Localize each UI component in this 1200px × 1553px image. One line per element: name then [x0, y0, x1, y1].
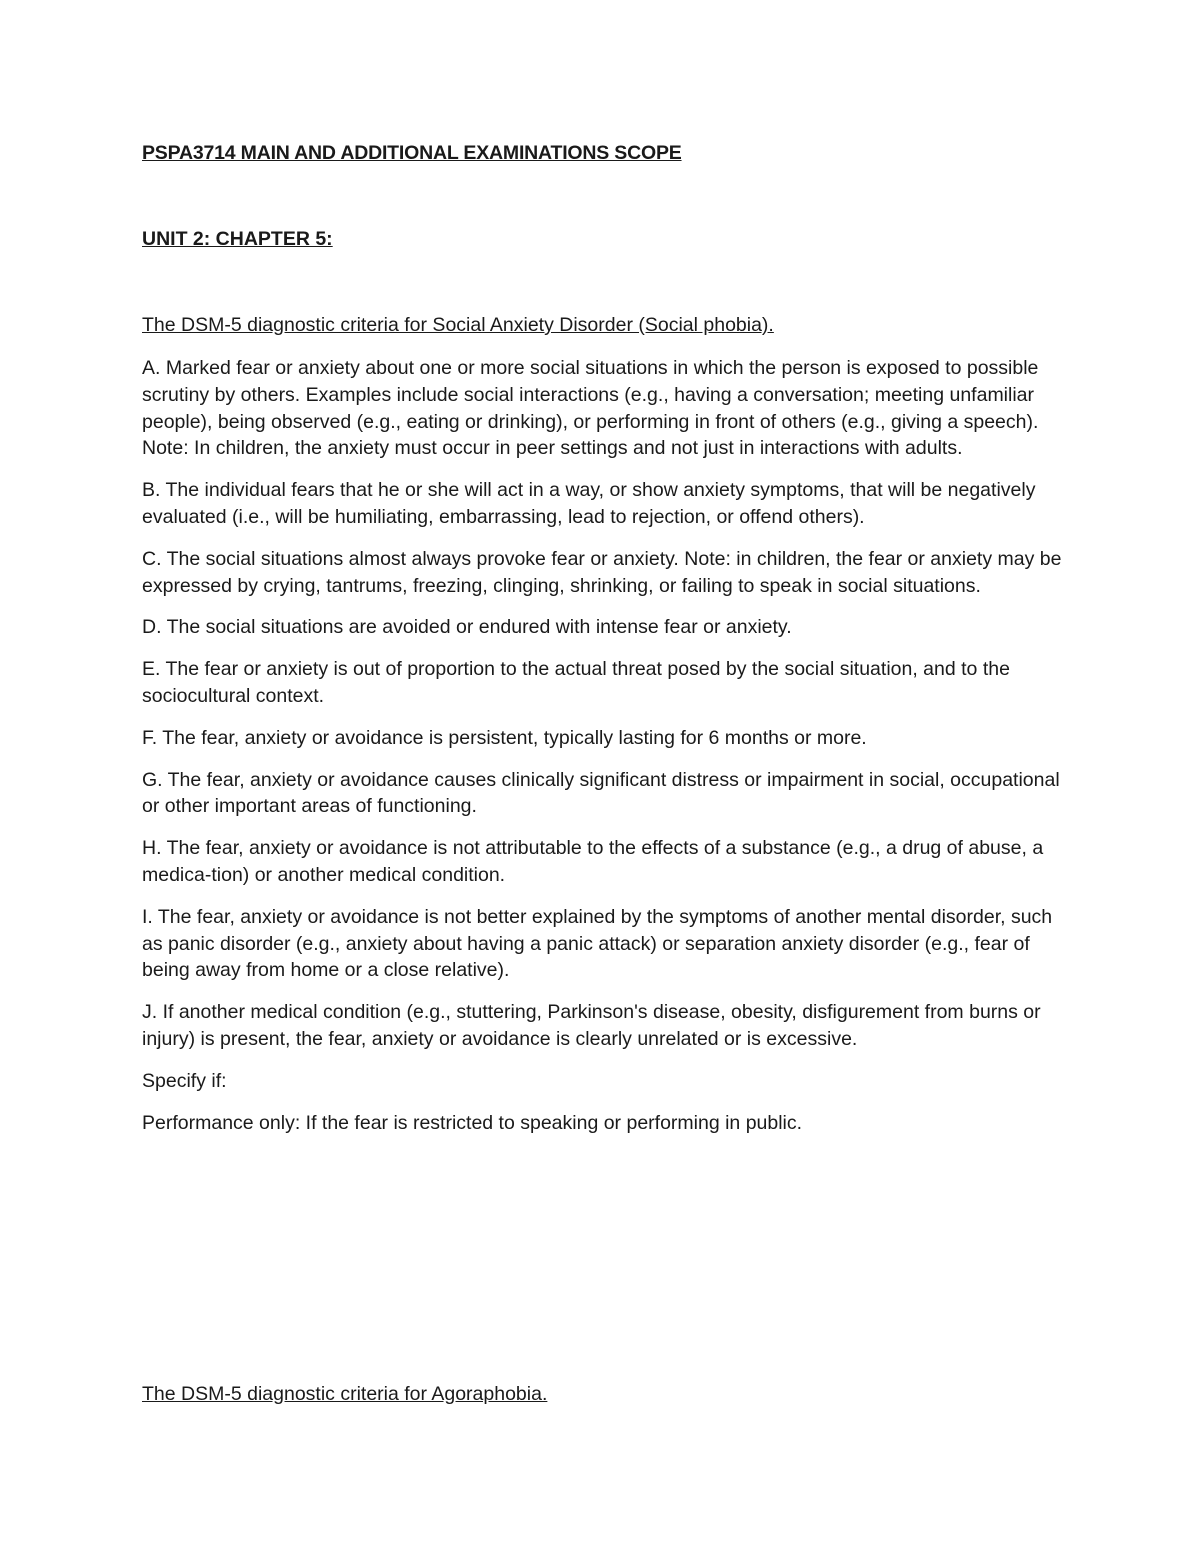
- criterion-i: I. The fear, anxiety or avoidance is not better explained by the symptoms of another mental disorder, such as panic disorder (e.g., anxiety about having a panic attack) or separation anxiety disorder (e.g., fear of being away from home or a close relative).: [142, 905, 1053, 982]
- criterion-h: H. The fear, anxiety or avoidance is not attributable to the effects of a substance (e.g., a drug of abuse, a medica-tion) or another medical condition.: [142, 837, 1044, 886]
- criteria-list: [142, 355, 1072, 1151]
- criterion-a: A. Marked fear or anxiety about one or more social situations in which the person is exposed to possible scrutiny by others. Examples include social interactions (e.g., having a conversation; meeting unfamiliar people), being observed (e.g., eating or drinking), or performing in front of others (e.g., giving a speech). Note: In children, the anxiety must occur in peer settings and not just in interactions with adults.: [142, 357, 1039, 460]
- criterion-c: C. The social situations almost always provoke fear or anxiety. Note: in children, the fear or anxiety may be expressed by crying, tantrums, freezing, clinging, shrinking, or failing to speak in social situations.: [142, 547, 1062, 597]
- unit-heading: UNIT 2: CHAPTER 5:: [142, 228, 333, 250]
- specify-label: Specify if:: [142, 1069, 227, 1092]
- section-heading-social-anxiety: The DSM-5 diagnostic criteria for Social Anxiety Disorder (Social phobia).: [142, 314, 774, 336]
- section-heading-agoraphobia: The DSM-5 diagnostic criteria for Agoraphobia.: [142, 1383, 548, 1405]
- criterion-b: B. The individual fears that he or she will act in a way, or show anxiety symptoms, that will be negatively evaluated (i.e., will be humiliating, embarrassing, lead to rejection, or offend others).: [142, 479, 1036, 528]
- criterion-j: J. If another medical condition (e.g., stuttering, Parkinson's disease, obesity, disfigurement from burns or injury) is present, the fear, anxiety or avoidance is clearly unrelated or is excessive.: [142, 1001, 1041, 1050]
- document-title: PSPA3714 MAIN AND ADDITIONAL EXAMINATIONS SCOPE: [142, 142, 682, 164]
- criterion-e: E. The fear or anxiety is out of proportion to the actual threat posed by the social situation, and to the sociocultural context.: [142, 658, 1010, 707]
- performance-only-specifier: Performance only: If the fear is restricted to speaking or performing in public.: [142, 1111, 803, 1134]
- criterion-f: F. The fear, anxiety or avoidance is persistent, typically lasting for 6 months or more.: [142, 726, 867, 749]
- criterion-d: D. The social situations are avoided or endured with intense fear or anxiety.: [142, 616, 792, 639]
- criterion-g: G. The fear, anxiety or avoidance causes clinically significant distress or impairment in social, occupational or other important areas of functioning.: [142, 768, 1060, 818]
